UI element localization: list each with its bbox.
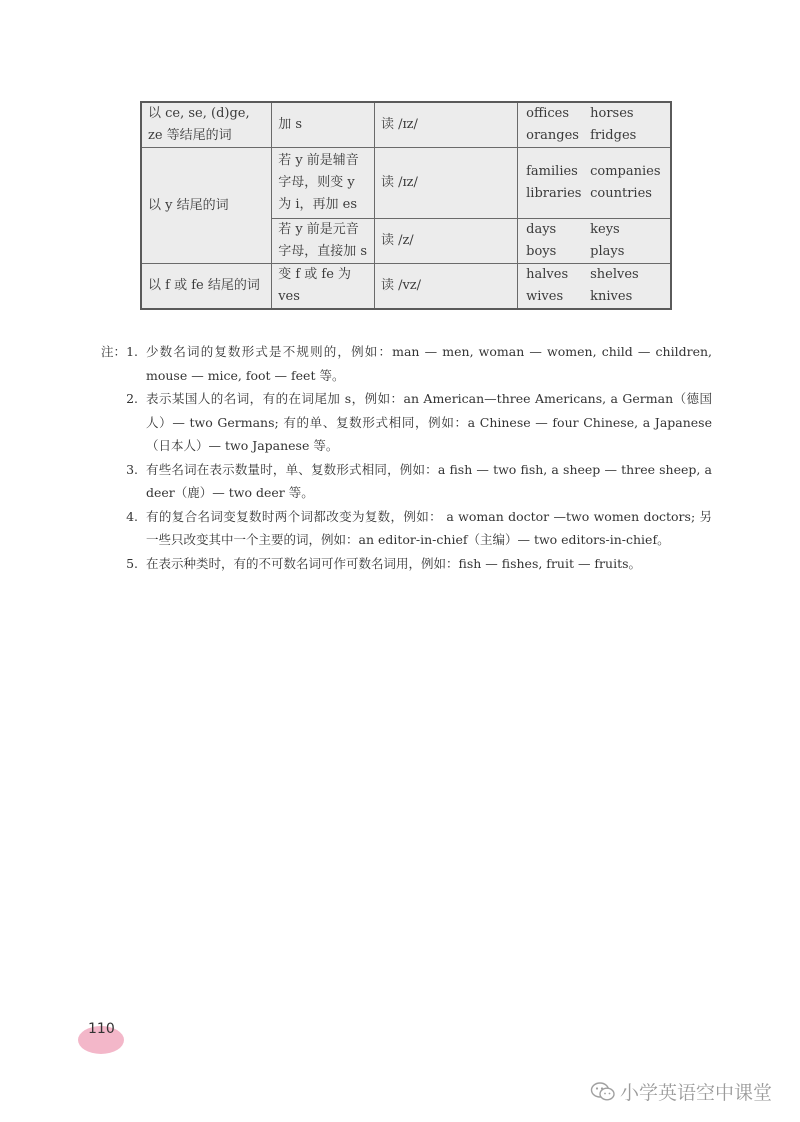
example-word: libraries <box>526 186 582 201</box>
pronunciation-cell: 读 /ɪz/ <box>374 148 517 219</box>
ending-cell: 以 y 结尾的词 <box>141 148 272 264</box>
plural-rules-table <box>140 101 672 310</box>
ending-cell: 以 f 或 fe 结尾的词 <box>141 264 272 310</box>
examples-cell <box>518 102 671 148</box>
watermark-text: 小学英语空中课堂 <box>619 1082 772 1104</box>
example-word: countries <box>590 186 652 201</box>
note-item <box>86 387 712 458</box>
example-word: boys <box>526 244 557 259</box>
example-word: knives <box>590 289 633 304</box>
note-text: 在表示种类时，有的不可数名词可作可数名词用，例如：fish — fishes, fruit — fruits。 <box>146 555 642 571</box>
rule-cell: 若 y 前是辅音字母，则变 y 为 i，再加 es <box>272 148 375 219</box>
pronunciation-cell: 读 /vz/ <box>374 264 517 310</box>
example-word: oranges <box>526 128 579 143</box>
note-number: 4. <box>126 508 138 524</box>
rule-cell: 若 y 前是元音字母，直接加 s <box>272 219 375 264</box>
example-word: shelves <box>590 267 639 282</box>
note-text: 有些名词在表示数量时，单、复数形式相同，例如：a fish — two fish, a sheep — three sheep, a deer（鹿）— two deer 等。 <box>146 461 712 500</box>
rule-cell: 加 s <box>272 102 375 148</box>
example-word: wives <box>526 289 564 304</box>
wechat-icon <box>590 1081 616 1103</box>
note-item <box>86 505 712 552</box>
note-number: 3. <box>126 461 138 477</box>
note-item <box>86 340 712 387</box>
note-item <box>86 552 712 576</box>
example-word: halves <box>526 267 569 282</box>
example-word: offices <box>526 106 569 121</box>
note-number: 2. <box>126 391 138 406</box>
example-word: plays <box>590 244 625 259</box>
watermark <box>590 1078 772 1105</box>
example-word: days <box>526 222 557 237</box>
page-number: 110 <box>88 1021 115 1037</box>
pronunciation-cell: 读 /z/ <box>374 219 517 264</box>
notes-section <box>86 340 712 575</box>
example-word: families <box>526 164 578 179</box>
notes-prefix: 注： <box>101 344 127 359</box>
table-row <box>141 148 671 219</box>
examples-cell <box>518 219 671 264</box>
note-item <box>86 458 712 505</box>
note-number: 1. <box>126 344 138 359</box>
examples-cell <box>518 148 671 219</box>
example-word: keys <box>590 222 620 237</box>
note-text: 有的复合名词变复数时两个词都改变为复数，例如： a woman doctor —two women doctors; 另一些只改变其中一个主要的词，例如：an editor-in-chief（主编）— two editors-in-chief。 <box>146 508 712 547</box>
note-number: 5. <box>126 555 138 571</box>
note-text: 少数名词的复数形式是不规则的，例如：man — men, woman — women, child — children, mouse — mice, foot — feet 等。 <box>146 344 712 383</box>
example-word: companies <box>590 164 661 179</box>
ending-cell: 以 ce, se, (d)ge, ze 等结尾的词 <box>141 102 272 148</box>
table-row <box>141 102 671 148</box>
note-text: 表示某国人的名词，有的在词尾加 s，例如：an American—three Americans, a German（德国人）— two Germans; 有的单、复数形式相同，例如：a Chinese — four Chinese, a Japanese（日本人）— two Japanese 等。 <box>146 391 712 453</box>
pronunciation-cell: 读 /ɪz/ <box>374 102 517 148</box>
example-word: fridges <box>590 128 637 143</box>
example-word: horses <box>590 106 634 121</box>
examples-cell <box>518 264 671 310</box>
rule-cell: 变 f 或 fe 为 ves <box>272 264 375 310</box>
table-row <box>141 264 671 310</box>
